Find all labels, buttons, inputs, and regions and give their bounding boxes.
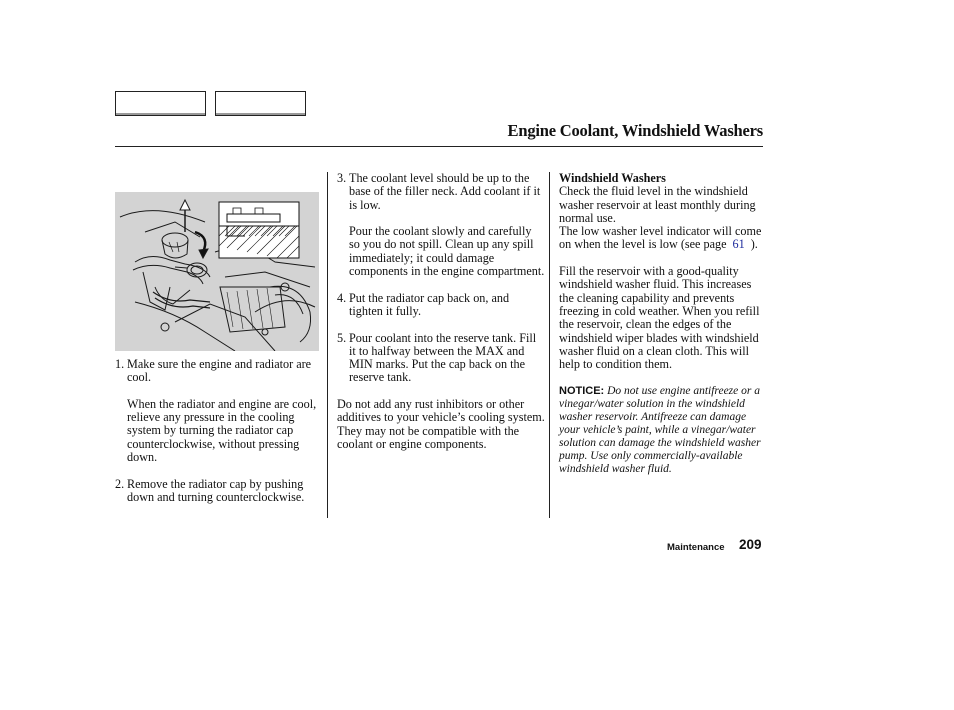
column-divider-2 <box>549 172 550 518</box>
column-2 <box>337 172 545 451</box>
step-number: 4. <box>337 290 347 305</box>
indicator-paragraph <box>559 225 765 252</box>
step-number: 3. <box>337 171 347 185</box>
notice-label: NOTICE: <box>559 384 605 397</box>
step-1-text: Make sure the engine and radiator are cool. <box>127 357 312 385</box>
page-title: Engine Coolant, Windshield Washers <box>507 121 763 140</box>
notice-paragraph <box>559 385 765 477</box>
step-1-detail: When the radiator and engine are cool, relieve any pressure in the cooling system by turning the radiator cap counterclockwise, without pressing down. <box>127 396 317 465</box>
step-number: 2. <box>115 476 125 491</box>
indicator-text-end: ). <box>750 237 758 252</box>
page-reference-link[interactable]: 61 <box>732 237 745 252</box>
step-3 <box>337 172 545 278</box>
fill-reservoir-paragraph: Fill the reservoir with a good-quality windshield washer fluid. This increases the cleaning capability and prevents freezing in cold weather. When you refill the reservoir, clean the edges of the windshield wiper blades with windshield washer fluid on a clean cloth. This will help to condition them. <box>559 264 760 372</box>
step-5 <box>337 332 545 385</box>
step-3-text: The coolant level should be up to the base of the filler neck. Add coolant if it is low. <box>349 171 541 212</box>
step-1 <box>115 358 322 464</box>
radiator-cap-illustration <box>115 192 319 351</box>
step-number: 1. <box>115 357 125 371</box>
footer-section-name: Maintenance <box>667 542 725 553</box>
step-2 <box>115 478 322 505</box>
notice-text: Do not use engine antifreeze or a vinegar/water solution in the windshield washer reservoir. Antifreeze can damage your vehicle’s paint, while a vinegar/water solution can damage the windshield washer pump. Use only commercially-available windshield washer fluid. <box>559 384 761 476</box>
step-number: 5. <box>337 330 347 345</box>
title-divider <box>115 146 763 147</box>
section-heading: Windshield Washers <box>559 171 666 185</box>
step-4 <box>337 292 545 319</box>
step-4-text: Put the radiator cap back on, and tighten it fully. <box>349 290 510 318</box>
step-3-detail: Pour the coolant slowly and carefully so you do not spill. Clean up any spill immediately; it could damage components in the engine compartment. <box>349 224 545 279</box>
additive-warning: Do not add any rust inhibitors or other additives to your vehicle’s cooling system. They may not be compatible with the coolant or engine components. <box>337 397 545 451</box>
page-number: 209 <box>739 537 762 552</box>
column-3 <box>559 172 765 476</box>
column-1 <box>115 358 322 504</box>
washer-check-paragraph: Check the fluid level in the windshield washer reservoir at least monthly during normal use. <box>559 184 756 225</box>
nav-tab-button-2[interactable] <box>215 91 306 116</box>
nav-tab-button-1[interactable] <box>115 91 206 116</box>
step-5-text: Pour coolant into the reserve tank. Fill it to halfway between the MAX and MIN marks. Put the cap back on the reserve tank. <box>349 330 537 385</box>
indicator-text: The low washer level indicator will come on when the level is low (see page <box>559 224 762 252</box>
column-divider-1 <box>327 172 328 518</box>
radiator-illustration-svg <box>115 192 319 351</box>
step-2-text: Remove the radiator cap by pushing down and turning counterclockwise. <box>127 476 305 504</box>
